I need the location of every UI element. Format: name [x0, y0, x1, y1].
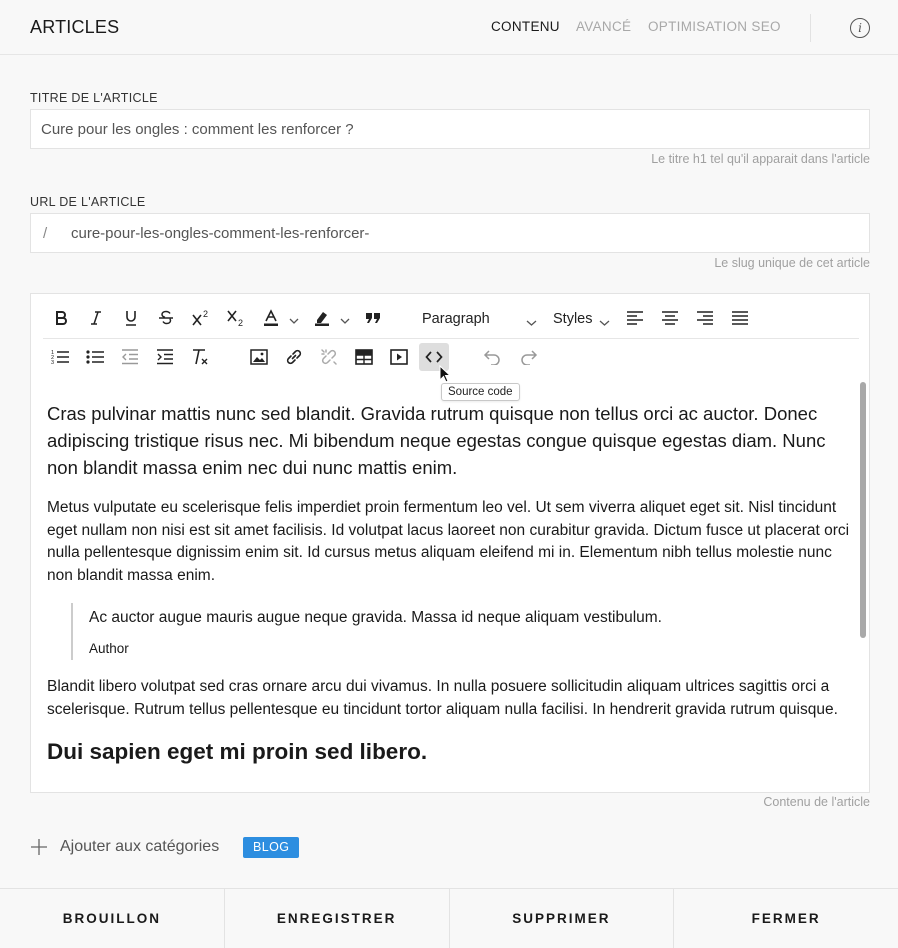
strikethrough-icon[interactable] [151, 304, 181, 332]
numbered-list-icon[interactable] [45, 343, 75, 371]
content-heading: Dui sapien eget mi proin sed libero. [47, 739, 428, 764]
blockquote-icon[interactable] [358, 304, 388, 332]
highlight-color-icon[interactable] [307, 304, 337, 332]
bullet-list-icon[interactable] [80, 343, 110, 371]
highlight-chevron-icon[interactable] [340, 312, 350, 330]
clear-formatting-icon[interactable] [185, 343, 215, 371]
source-code-tooltip: Source code [441, 383, 520, 401]
redo-icon[interactable] [514, 343, 544, 371]
indent-icon[interactable] [150, 343, 180, 371]
title-field-help: Le titre h1 tel qu'il apparait dans l'article [651, 152, 870, 166]
svg-text:2: 2 [203, 309, 209, 319]
format-select[interactable]: Paragraph [422, 311, 490, 327]
tab-contenu[interactable]: CONTENU [491, 19, 560, 34]
tab-optimisation-seo[interactable]: OPTIMISATION SEO [648, 19, 781, 34]
svg-text:2: 2 [238, 318, 244, 327]
styles-select[interactable]: Styles [553, 311, 593, 327]
header-bar [0, 0, 898, 55]
add-category-label[interactable]: Ajouter aux catégories [60, 838, 220, 855]
editor-scrollbar[interactable] [860, 382, 866, 638]
draft-button[interactable]: BROUILLON [0, 889, 225, 948]
underline-icon[interactable] [116, 304, 146, 332]
url-input[interactable] [61, 214, 866, 252]
superscript-icon[interactable] [186, 304, 216, 332]
url-field [30, 213, 870, 253]
tab-avance[interactable]: AVANCÉ [576, 19, 632, 34]
align-left-icon[interactable] [620, 304, 650, 332]
unlink-icon[interactable] [314, 343, 344, 371]
svg-text:3: 3 [51, 360, 55, 365]
italic-icon[interactable] [81, 304, 111, 332]
footer-actions [0, 888, 898, 948]
lead-paragraph: Cras pulvinar mattis nunc sed blandit. Gravida rutrum quisque non tellus orci ac auctor. Donec adipiscing tristique risus nec. Mi bibendum neque egestas congue quisque egestas diam. Nunc non blandit massa enim nec dui nunc mattis enim. [47, 403, 826, 478]
rich-text-editor [30, 293, 870, 793]
body-paragraph-1: Metus vulputate eu scelerisque felis imperdiet proin fermentum leo vel. Ut sem viverra aliquet eget sit. Nisl tincidunt eget nullam non nisi est sit amet facilisis. Id volutpat lacus laoreet non curabitur gravida. Dictum fusce ut placerat orci nulla pellentesque dignissim enim sit. Id cursus metus aliquam eleifend mi in. Elementum nibh tellus molestie nunc non blandit massa enim. [47, 499, 850, 584]
subscript-icon[interactable] [221, 304, 251, 332]
url-field-help: Le slug unique de cet article [714, 256, 870, 270]
text-color-chevron-icon[interactable] [289, 312, 299, 330]
save-button[interactable]: ENREGISTRER [225, 889, 450, 948]
svg-text:1: 1 [51, 350, 55, 356]
url-prefix: / [43, 225, 48, 242]
body-paragraph-2: Blandit libero volutpat sed cras ornare arcu dui vivamus. In nulla posuere sollicitudin aliquam ultrices sagittis orci a scelerisque. Rutrum tellus pellentesque eu tincidunt tortor aliquam nulla facilisi. In hendrerit gravida rutrum quisque. [47, 678, 838, 718]
table-icon[interactable] [349, 343, 379, 371]
styles-chevron-icon[interactable] [599, 314, 610, 332]
svg-text:2: 2 [51, 355, 55, 361]
undo-icon[interactable] [477, 343, 507, 371]
plus-icon[interactable] [30, 838, 48, 856]
text-color-icon[interactable] [256, 304, 286, 332]
blockquote [71, 603, 857, 660]
title-input[interactable] [30, 109, 870, 149]
link-icon[interactable] [279, 343, 309, 371]
align-right-icon[interactable] [690, 304, 720, 332]
content-help: Contenu de l'article [763, 795, 870, 809]
title-field-label: TITRE DE L'ARTICLE [30, 91, 158, 105]
quote-text: Ac auctor augue mauris augue neque gravida. Massa id neque aliquam vestibulum. [89, 609, 662, 626]
info-icon[interactable]: i [850, 18, 870, 38]
image-icon[interactable] [244, 343, 274, 371]
app-title: ARTICLES [30, 17, 120, 37]
header-divider [810, 14, 811, 42]
delete-button[interactable]: SUPPRIMER [450, 889, 675, 948]
align-center-icon[interactable] [655, 304, 685, 332]
toolbar-separator [43, 338, 859, 339]
outdent-icon[interactable] [115, 343, 145, 371]
url-field-label: URL DE L'ARTICLE [30, 195, 146, 209]
category-tag-blog[interactable]: BLOG [243, 837, 299, 858]
close-button[interactable]: FERMER [674, 889, 898, 948]
bold-icon[interactable] [46, 304, 76, 332]
format-chevron-icon[interactable] [526, 314, 537, 332]
quote-author: Author [89, 641, 129, 656]
align-justify-icon[interactable] [725, 304, 755, 332]
editor-content[interactable] [31, 380, 857, 792]
mouse-cursor-icon [439, 365, 451, 383]
media-icon[interactable] [384, 343, 414, 371]
